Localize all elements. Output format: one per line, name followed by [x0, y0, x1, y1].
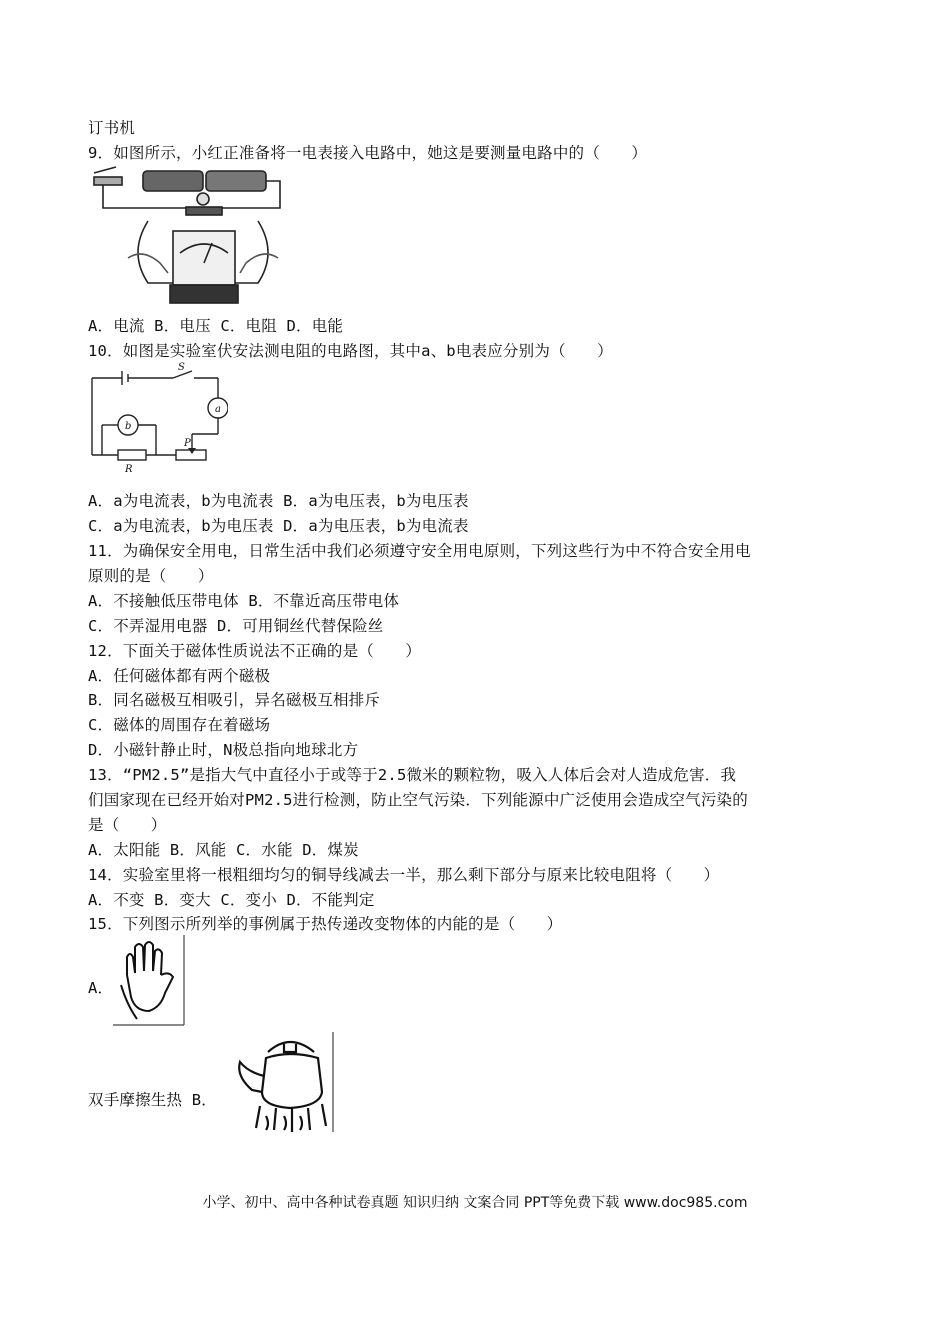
- label-r: R: [125, 464, 133, 474]
- q13-stem-line1: 13．“PM2.5”是指大气中直径小于或等于2.5微米的颗粒物，吸入人体后会对人造成危害．我: [88, 766, 737, 784]
- q10-circuit-diagram: [88, 362, 228, 474]
- q12-option-d: D．小磁针静止时，N极总指向地球北方: [88, 741, 359, 759]
- header-note: 订书机: [88, 119, 136, 137]
- label-p: P: [184, 438, 191, 449]
- q11-options-line1: A．不接触低压带电体 B．不靠近高压带电体: [88, 592, 400, 610]
- page-footer: 小学、初中、高中各种试卷真题 知识归纳 文案合同 PPT等免费下载 www.doc985.com: [202, 1195, 748, 1211]
- q14-stem: 14．实验室里将一根粗细均匀的铜导线减去一半，那么剩下部分与原来比较电阻将（ ）: [88, 866, 720, 884]
- q15-option-a-caption-b-label: 双手摩擦生热 B．: [88, 1091, 217, 1109]
- q14-options: A．不变 B．变大 C．变小 D．不能判定: [88, 891, 375, 909]
- q10-options-line2: C．a为电流表，b为电压表 D．a为电压表，b为电流表: [88, 517, 469, 535]
- q11-options-line2: C．不弄湿用电器 D．可用铜丝代替保险丝: [88, 617, 384, 635]
- q10-stem: 10．如图是实验室伏安法测电阻的电路图，其中a、b电表应分别为（ ）: [88, 342, 613, 360]
- label-b: b: [125, 421, 132, 432]
- q13-stem-line3: 是（ ）: [88, 816, 167, 834]
- q11-stem-line2: 原则的是（ ）: [88, 567, 214, 585]
- q9-circuit-figure: [88, 163, 288, 313]
- q12-option-c: C．磁体的周围存在着磁场: [88, 716, 271, 734]
- kettle-on-fire-icon: [230, 1032, 336, 1136]
- q10-options-line1: A．a为电流表，b为电流表 B．a为电压表，b为电压表: [88, 492, 469, 510]
- q12-option-a: A．任何磁体都有两个磁极: [88, 667, 271, 685]
- q9-stem: 9．如图所示，小红正准备将一电表接入电路中，她这是要测量电路中的（ ）: [88, 144, 648, 162]
- q12-stem: 12．下面关于磁体性质说法不正确的是（ ）: [88, 642, 422, 660]
- label-s: S: [178, 362, 185, 373]
- rubbing-hands-icon: [113, 935, 187, 1027]
- q15-stem: 15．下列图示所列举的事例属于热传递改变物体的内能的是（ ）: [88, 915, 563, 933]
- q11-stem-line1: 11．为确保安全用电，日常生活中我们必须遵守安全用电原则，下列这些行为中不符合安全用电: [88, 542, 751, 560]
- q15-option-a-label: A．: [88, 979, 114, 997]
- q13-stem-line2: 们国家现在已经开始对PM2.5进行检测，防止空气污染．下列能源中广泛使用会造成空气污染的: [88, 791, 748, 809]
- label-a: a: [215, 404, 221, 415]
- q12-option-b: B．同名磁极互相吸引，异名磁极互相排斥: [88, 691, 381, 709]
- q13-options: A．太阳能 B．风能 C．水能 D．煤炭: [88, 841, 359, 859]
- q9-options: A．电流 B．电压 C．电阻 D．电能: [88, 317, 344, 335]
